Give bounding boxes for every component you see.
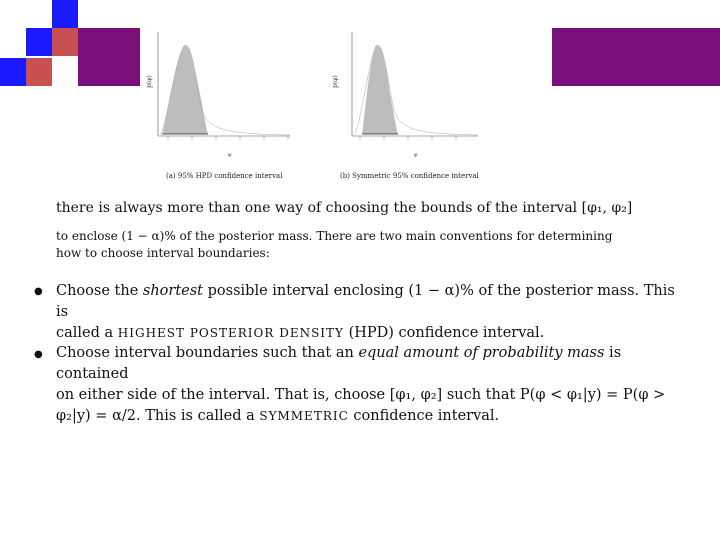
caption-b: (b) Symmetric 95% confidence interval: [340, 172, 479, 180]
deco-square-red: [26, 58, 52, 86]
text-span: called a: [56, 325, 118, 341]
intro-paragraph: [56, 228, 656, 262]
bullet-symmetric: [56, 343, 676, 427]
text-span: confidence interval.: [348, 408, 500, 424]
deco-square-blue: [0, 58, 26, 86]
bullet-icon: ●: [34, 286, 43, 297]
bullet-hpd-line-2: [56, 323, 676, 344]
intro-line-3: how to choose interval boundaries:: [56, 246, 270, 260]
header-band-left: [78, 28, 140, 86]
text-span: possible interval enclosing (1 − α)% of the posterior mass. This is: [56, 283, 675, 320]
text-span: is contained: [56, 345, 622, 382]
deco-square-blue: [52, 0, 78, 28]
bullet-sym-line-3: [56, 406, 676, 427]
bullet-icon: ●: [34, 349, 43, 360]
header-band-right: [552, 28, 720, 86]
xlabel-b: φ: [414, 152, 418, 158]
plot-panel-b: [338, 24, 498, 184]
bullet-hpd-line-1: [56, 281, 676, 323]
small-caps-term: SYMMETRIC: [259, 409, 349, 423]
text-span: (HPD) confidence interval.: [343, 325, 545, 341]
small-caps-term: HIGHEST POSTERIOR DENSITY: [117, 326, 344, 340]
intro-line-2: to enclose (1 − α)% of the posterior mass. There are two main conventions for determining: [56, 229, 613, 243]
intro-line-1: there is always more than one way of choosing the bounds of the interval [φ₁, φ₂]: [56, 200, 633, 216]
symmetric-density-plot: [338, 24, 498, 184]
text-span: Choose the: [56, 283, 143, 299]
hpd-density-plot: [140, 24, 300, 184]
bullet-hpd: [56, 281, 676, 344]
ylabel-a: p(φ): [146, 75, 153, 88]
caption-a: (a) 95% HPD confidence interval: [166, 172, 283, 180]
deco-square-blue: [26, 28, 52, 56]
emphasis: shortest: [142, 283, 204, 299]
deco-square-red: [52, 28, 78, 56]
xlabel-a: φ: [228, 152, 232, 158]
bullet-sym-line-1: [56, 343, 676, 385]
plot-panel-a: [140, 24, 300, 184]
text-span: φ₂|y) = α/2. This is called a: [56, 408, 260, 424]
bullet-sym-line-2: on either side of the interval. That is, choose [φ₁, φ₂] such that P(φ < φ₁|y) = P(φ >: [56, 387, 666, 403]
text-span: Choose interval boundaries such that an: [56, 345, 359, 361]
ylabel-b: p(φ): [332, 75, 339, 88]
emphasis: equal amount of probability mass: [358, 345, 605, 361]
